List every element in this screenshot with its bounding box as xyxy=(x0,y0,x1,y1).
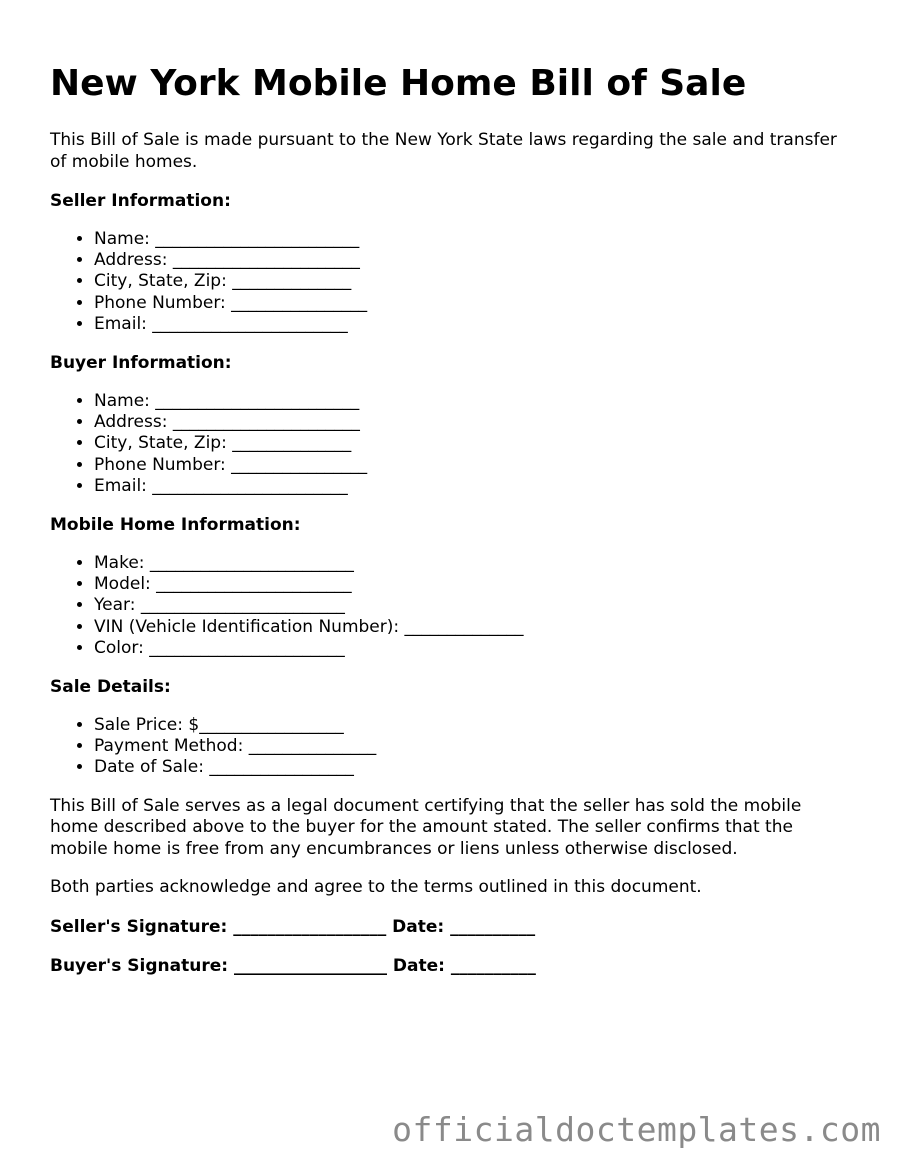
seller-phone-field: • Phone Number: ________________ xyxy=(94,293,850,314)
intro-paragraph: This Bill of Sale is made pursuant to the New York State laws regarding the sale and transfer of mobile homes. xyxy=(50,130,837,172)
year-field: • Year: ________________________ xyxy=(94,595,850,616)
certification-paragraph: This Bill of Sale serves as a legal document certifying that the seller has sold the mobile home described above to the buyer for the amount stated. The seller confirms that the mobile home is free from any encumbrances or liens unless otherwise disclosed. xyxy=(50,795,802,859)
buyer-email-field: • Email: _______________________ xyxy=(94,476,850,497)
model-field: • Model: _______________________ xyxy=(94,574,850,595)
buyer-signature-line: Buyer's Signature: __________________ Date: __________ xyxy=(50,955,536,976)
acknowledgement-paragraph: Both parties acknowledge and agree to the terms outlined in this document. xyxy=(50,877,702,898)
buyer-name-field: • Name: ________________________ xyxy=(94,391,850,412)
vin-field: • VIN (Vehicle Identification Number): ______________ xyxy=(94,617,850,638)
seller-email-field: • Email: _______________________ xyxy=(94,314,850,335)
mobile-home-list xyxy=(50,553,850,659)
color-field: • Color: _______________________ xyxy=(94,638,850,659)
sale-details-list xyxy=(50,715,850,779)
buyer-heading: Buyer Information: xyxy=(50,353,232,374)
seller-address-field: • Address: ______________________ xyxy=(94,250,850,271)
seller-heading: Seller Information: xyxy=(50,191,231,211)
document-page xyxy=(50,62,850,994)
make-field: • Make: ________________________ xyxy=(94,553,850,574)
seller-city-state-zip-field: • City, State, Zip: ______________ xyxy=(94,271,850,292)
seller-name-field: • Name: ________________________ xyxy=(94,229,850,250)
watermark: officialdoctemplates.com xyxy=(392,1110,881,1149)
seller-signature-line: Seller's Signature: __________________ Date: __________ xyxy=(50,916,536,937)
document-title: New York Mobile Home Bill of Sale xyxy=(50,63,747,104)
sale-details-heading: Sale Details: xyxy=(50,677,171,698)
seller-list xyxy=(50,229,850,335)
buyer-city-state-zip-field: • City, State, Zip: ______________ xyxy=(94,433,850,454)
buyer-address-field: • Address: ______________________ xyxy=(94,412,850,433)
date-of-sale-field: • Date of Sale: _________________ xyxy=(94,757,850,778)
mobile-home-heading: Mobile Home Information: xyxy=(50,515,301,536)
buyer-list xyxy=(50,391,850,497)
buyer-phone-field: • Phone Number: ________________ xyxy=(94,455,850,476)
sale-price-field: • Sale Price: $_________________ xyxy=(94,715,850,736)
payment-method-field: • Payment Method: _______________ xyxy=(94,736,850,757)
